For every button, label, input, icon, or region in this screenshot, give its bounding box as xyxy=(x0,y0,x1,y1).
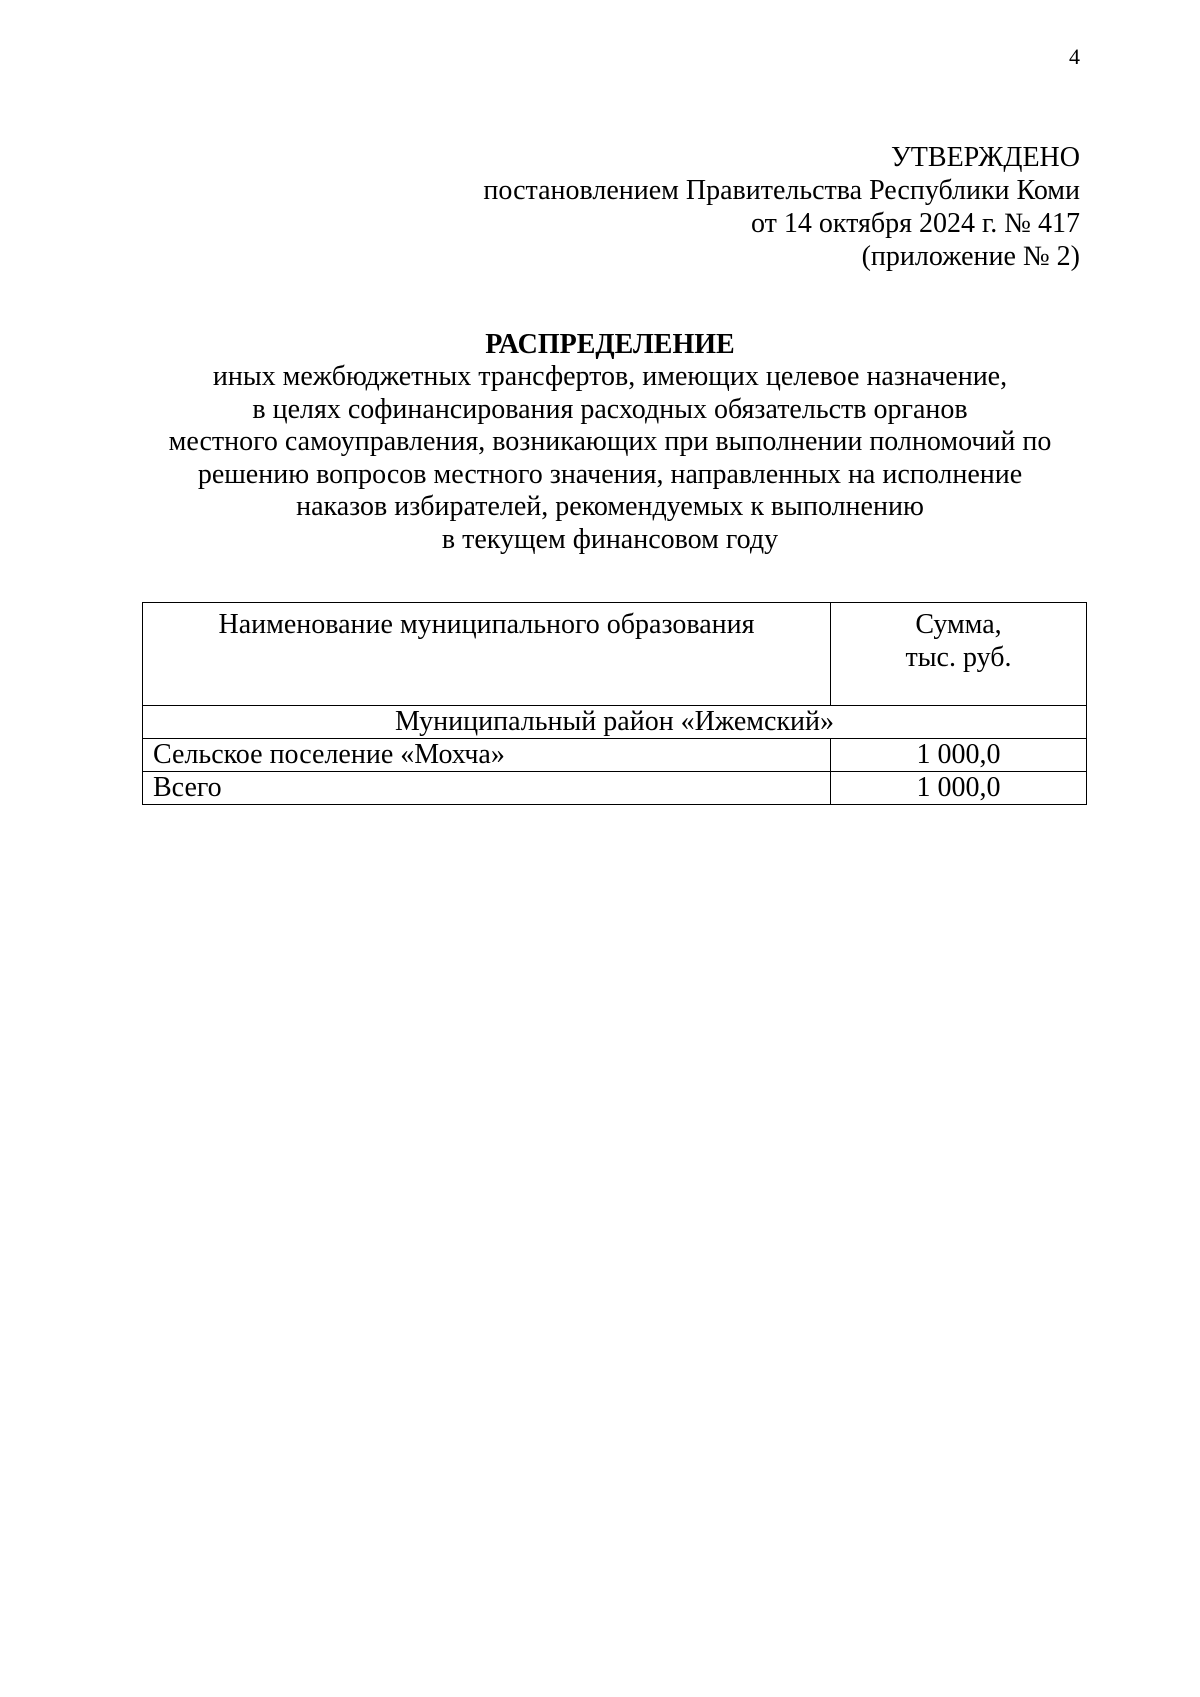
header-sum-unit: тыс. руб. xyxy=(905,642,1012,673)
approval-appendix: (приложение № 2) xyxy=(861,241,1080,272)
total-row xyxy=(143,772,1087,805)
approval-decree: постановлением Правительства Республики Коми xyxy=(483,175,1080,206)
district-name: Муниципальный район «Ижемский» xyxy=(143,706,1087,739)
approval-heading: УТВЕРЖДЕНО xyxy=(890,142,1080,173)
page-number: 4 xyxy=(1069,44,1080,69)
subtitle-line: в целях софинансирования расходных обязательств органов xyxy=(252,393,968,425)
subtitle-line: решению вопросов местного значения, направленных на исполнение xyxy=(197,458,1023,490)
row-name: Сельское поселение «Мохча» xyxy=(143,739,831,772)
subtitle-line: местного самоуправления, возникающих при выполнении полномочий по xyxy=(168,426,1052,457)
table-row xyxy=(143,739,1087,772)
document-subtitle xyxy=(140,361,1080,556)
total-label: Всего xyxy=(143,772,831,805)
approval-date-number: от 14 октября 2024 г. № 417 xyxy=(750,208,1080,239)
row-sum: 1 000,0 xyxy=(831,739,1087,772)
header-municipality-name: Наименование муниципального образования xyxy=(143,603,831,706)
document-title: РАСПРЕДЕЛЕНИЕ xyxy=(485,329,735,360)
distribution-table xyxy=(142,602,1087,805)
approval-block xyxy=(400,141,1080,273)
district-row xyxy=(143,706,1087,739)
subtitle-line: наказов избирателей, рекомендуемых к выполнению xyxy=(296,491,924,522)
table-header-row xyxy=(143,603,1087,706)
subtitle-line: иных межбюджетных трансфертов, имеющих целевое назначение, xyxy=(212,361,1008,392)
header-sum xyxy=(831,603,1087,706)
total-sum: 1 000,0 xyxy=(831,772,1087,805)
subtitle-line: в текущем финансовом году xyxy=(441,523,779,555)
header-sum-label: Сумма, xyxy=(915,609,1002,640)
